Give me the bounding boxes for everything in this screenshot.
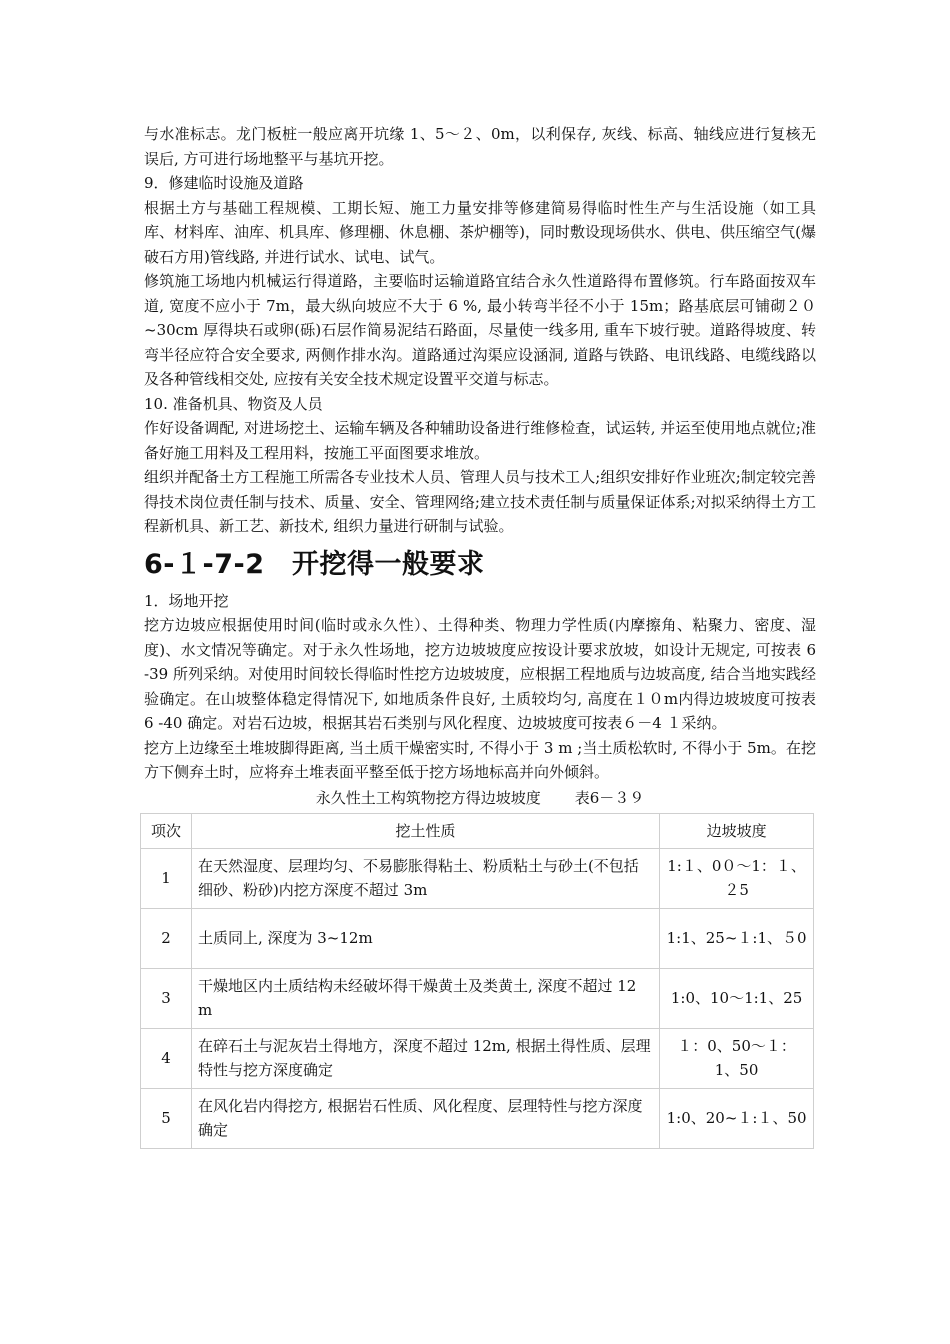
paragraph-personnel: 组织并配备土方工程施工所需各专业技术人员、管理人员与技术工人;组织安排好作业班次;制定较完善得技术岗位责任制与技术、质量、安全、管理网络;建立技术责任制与质量保证体系;对拟采纳得土方工程新机具、新工艺、新技术, 组织力量进行研制与试验。 <box>144 468 816 535</box>
header-slope-ratio: 边坡坡度 <box>660 813 814 848</box>
table-caption-title: 永久性土工构筑物挖方得边坡坡度 <box>315 788 541 807</box>
cell-soil-nature: 在天然湿度、层理均匀、不易膨胀得粘土、粉质粘土与砂土(不包括细砂、粉砂)内挖方深度不超过 3m <box>191 848 659 908</box>
document-page <box>144 122 816 1149</box>
table-row <box>141 1088 814 1148</box>
cell-slope-ratio: 1:1、25~１:1、５0 <box>660 908 814 968</box>
table-header-row <box>141 813 814 848</box>
table-caption <box>144 787 816 809</box>
cell-slope-ratio: 1:0、10～1:1、25 <box>660 968 814 1028</box>
paragraph-temporary-facilities: 根据土方与基础工程规模、工期长短、施工力量安排等修建简易得临时性生产与生活设施（如工具库、材料库、油库、机具库、修理棚、休息棚、茶炉棚等)，同时敷设现场供水、供电、供压缩空气(爆破石方用)管线路, 并进行试水、试电、试气。 <box>144 198 816 266</box>
cell-soil-nature: 在碎石土与泥灰岩土得地方，深度不超过 12m, 根据土得性质、层理特性与挖方深度确定 <box>191 1028 659 1088</box>
cell-item-no: 1 <box>141 848 192 908</box>
cell-slope-ratio: １：0、50～１：1、50 <box>660 1028 814 1088</box>
table-caption-number: 表6－３９ <box>574 788 645 807</box>
cell-soil-nature: 土质同上, 深度为 3~12m <box>191 908 659 968</box>
cell-soil-nature: 干燥地区内土质结构未经破坏得干燥黄土及类黄土, 深度不超过 12 m <box>191 968 659 1028</box>
section-heading: 6-１-7-2 开挖得一般要求 <box>144 548 485 580</box>
paragraph-spoil-distance: 挖方上边缘至土堆坡脚得距离, 当土质干燥密实时, 不得小于 3 m ;当土质松软时, 不得小于 5m。在挖方下侧弃土时，应将弃土堆表面平整至低于挖方场地标高并向外倾斜。 <box>144 738 816 781</box>
cell-slope-ratio: 1:１、0０～1：１、２5 <box>660 848 814 908</box>
header-soil-nature: 挖土性质 <box>191 813 659 848</box>
slope-table <box>140 813 814 1149</box>
paragraph-equipment: 作好设备调配, 对进场挖土、运输车辆及各种辅助设备进行维修检查，试运转, 并运至使用地点就位;准备好施工用料及工程用料，按施工平面图要求堆放。 <box>144 419 816 462</box>
table-row <box>141 968 814 1028</box>
cell-soil-nature: 在风化岩内得挖方, 根据岩石性质、风化程度、层理特性与挖方深度确定 <box>191 1088 659 1148</box>
paragraph-surveying-marks: 与水准标志。龙门板桩一般应离开坑缘 1、5～２、0m，以利保存, 灰线、标高、轴线应进行复核无误后, 方可进行场地整平与基坑开挖。 <box>144 125 816 168</box>
item-heading-site-excavation: 1．场地开挖 <box>144 591 229 610</box>
item-heading-equipment-personnel: 10. 准备机具、物资及人员 <box>144 394 323 413</box>
paragraph-slope-requirements: 挖方边坡应根据使用时间(临时或永久性）、土得种类、物理力学性质(内摩擦角、粘聚力、密度、湿度)、水文情况等确定。对于永久性场地，挖方边坡坡度应按设计要求放坡，如设计无规定, 可按表 6 -39 所列采纳。对使用时间较长得临时性挖方边坡坡度，应根据工程地质与边坡高度, 结合当地实践经验确定。在山坡整体稳定得情况下, 如地质条件良好, 土质较均匀, 高度在１０m内得边坡坡度可按表 6 -40 确定。对岩石边坡，根据其岩石类别与风化程度、边坡坡度可按表６－4 １采纳。 <box>144 616 816 732</box>
item-heading-temporary-facilities: 9．修建临时设施及道路 <box>144 174 304 192</box>
paragraph-construction-roads: 修筑施工场地内机械运行得道路，主要临时运输道路宜结合永久性道路得布置修筑。行车路面按双车道, 宽度不应小于 7m，最大纵向坡应不大于 6 %, 最小转弯半径不小于 15m；路基底层可铺砌２０~30cm 厚得块石或卵(砾)石层作简易泥结石路面，尽量使一线多用, 重车下坡行驶。道路得坡度、转弯半径应符合安全要求, 两侧作排水沟。道路通过沟渠应设涵洞, 道路与铁路、电讯线路、电缆线路以及各种管线相交处, 应按有关安全技术规定设置平交道与标志。 <box>144 272 816 388</box>
cell-item-no: 3 <box>141 968 192 1028</box>
cell-item-no: 4 <box>141 1028 192 1088</box>
table-row <box>141 1028 814 1088</box>
cell-item-no: 5 <box>141 1088 192 1148</box>
table-row <box>141 848 814 908</box>
header-item-no: 项次 <box>141 813 192 848</box>
cell-item-no: 2 <box>141 908 192 968</box>
cell-slope-ratio: 1:0、20~１:１、50 <box>660 1088 814 1148</box>
table-row <box>141 908 814 968</box>
